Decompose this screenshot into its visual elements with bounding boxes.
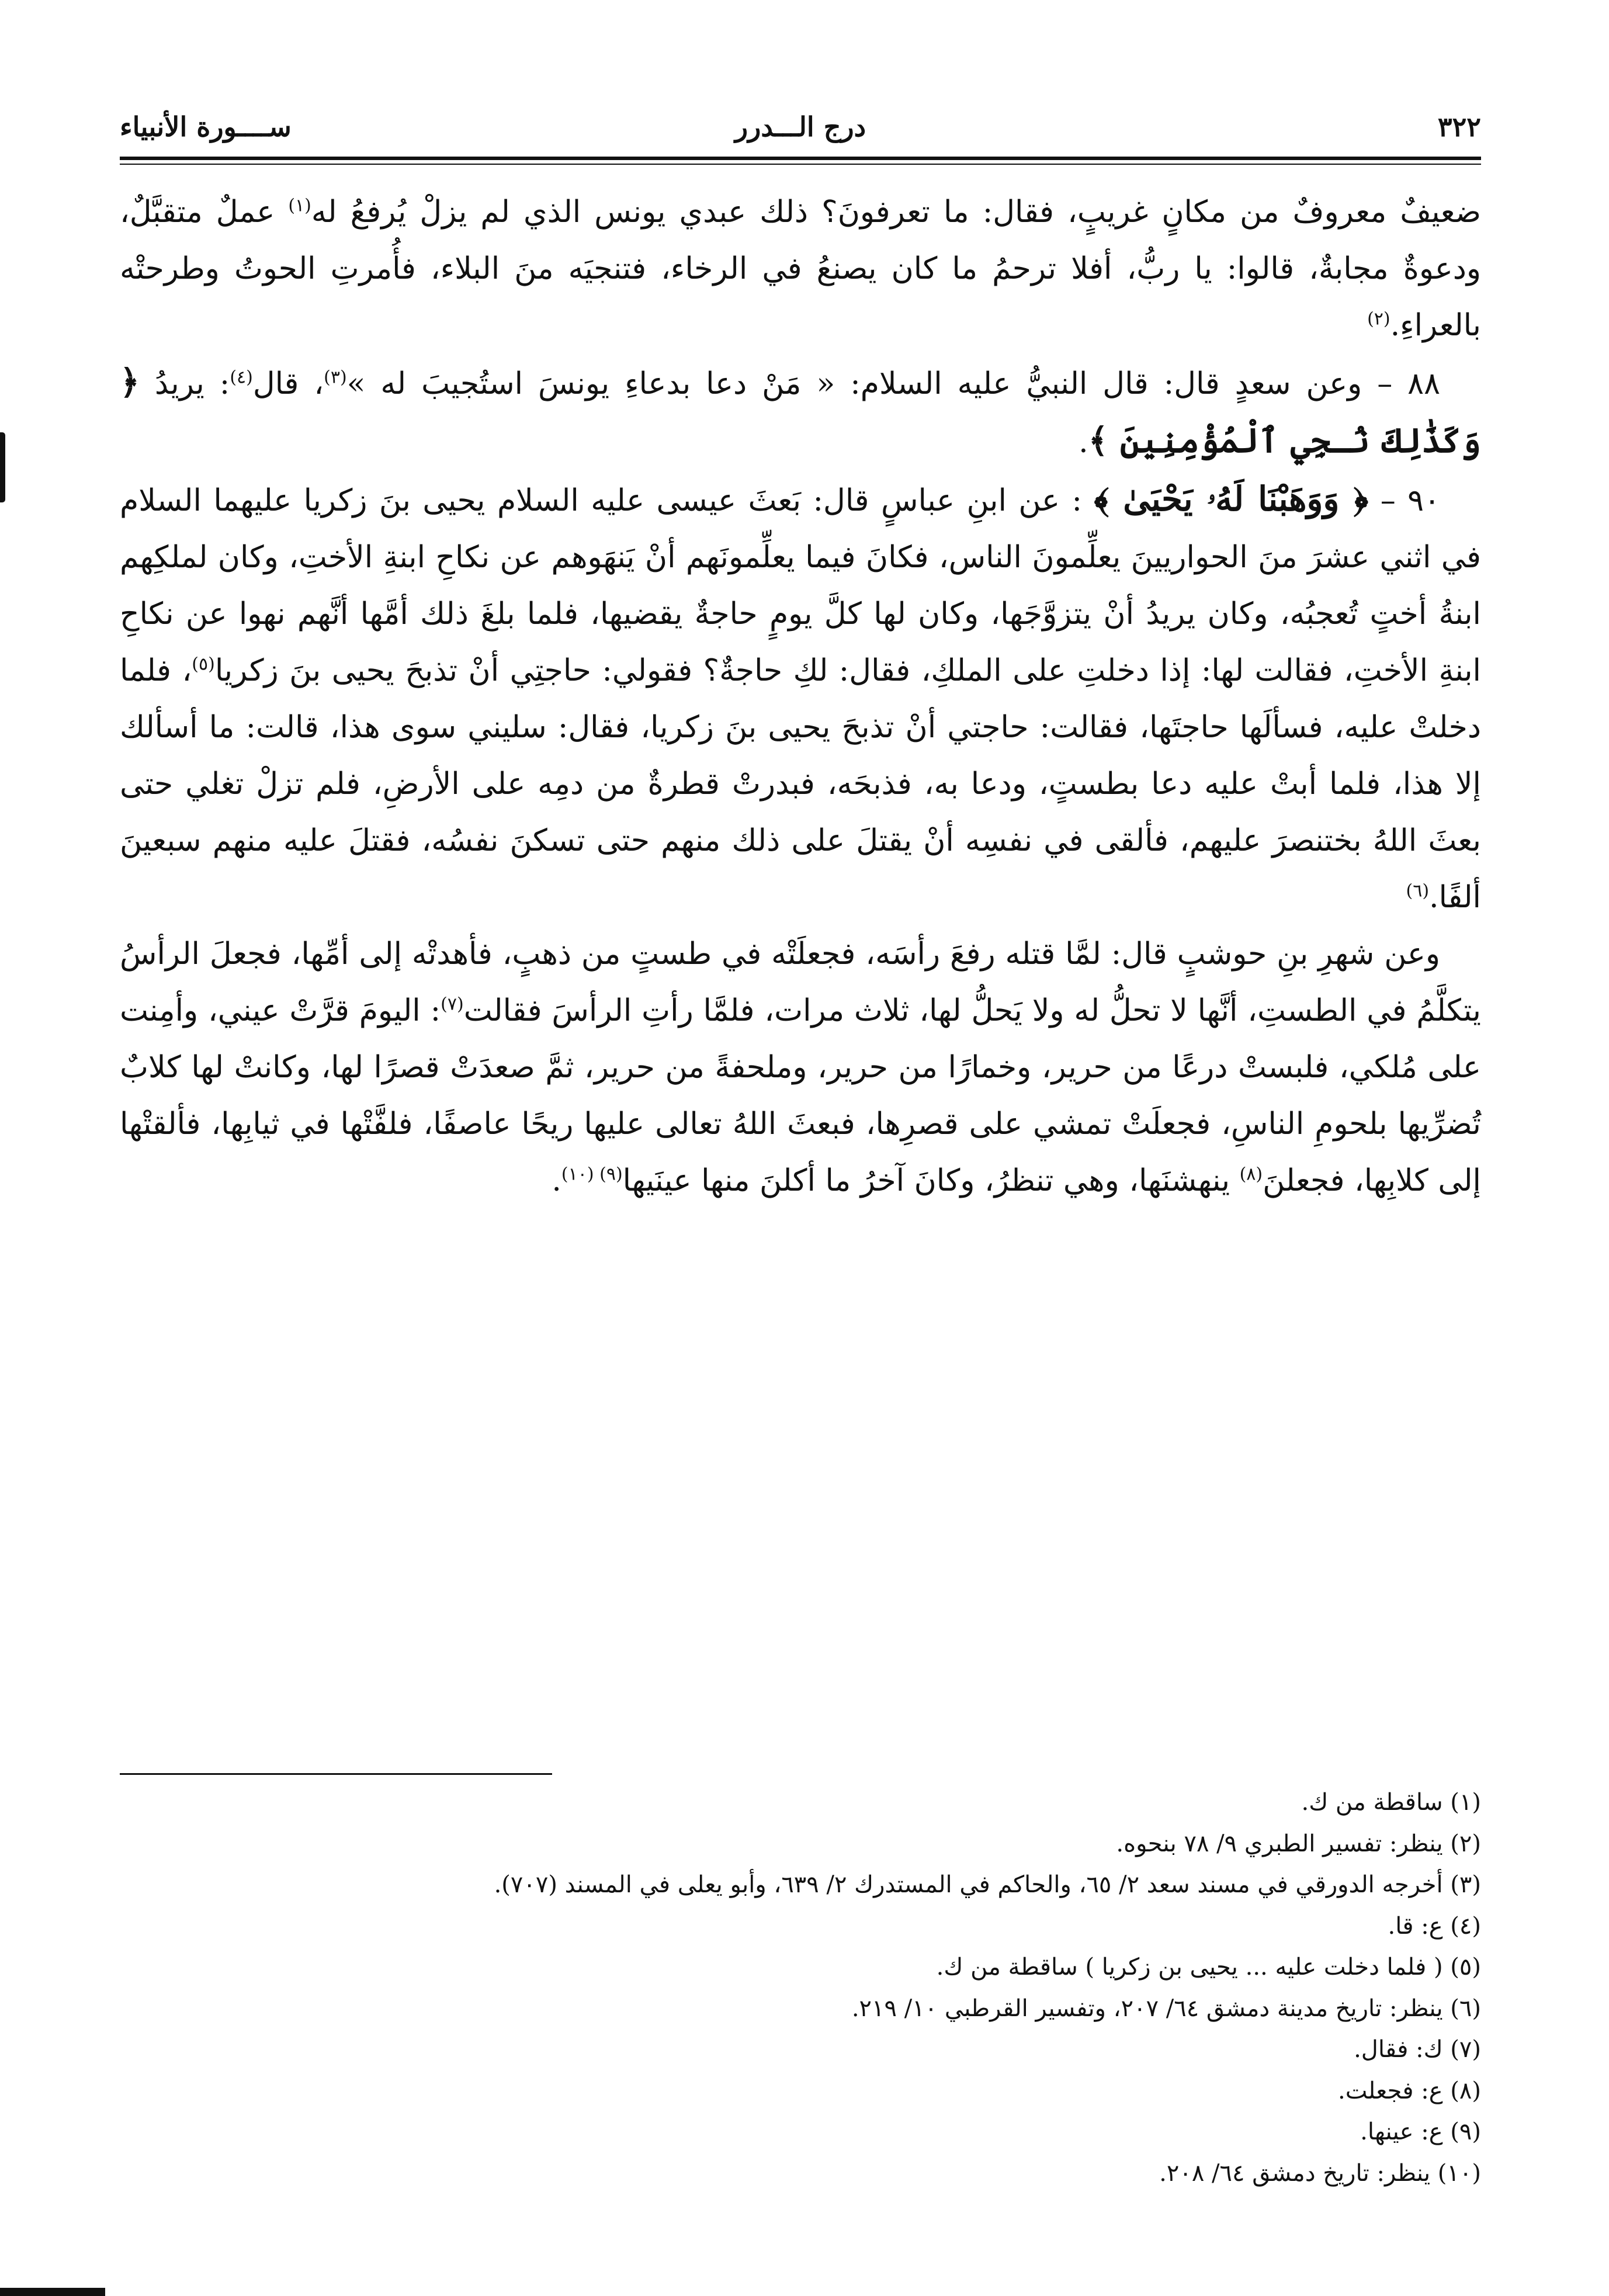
footnote-marker: (٩) (١٠) [561, 1164, 623, 1185]
header-rule-thin [120, 164, 1481, 165]
book-title: درج الـــدرر [734, 111, 866, 143]
text-run: ضعيفٌ معروفٌ من مكانٍ غريبٍ، فقال: ما تعرفونَ؟ ذلك عبدي يونس الذي لم يزلْ يُرفعُ له [311, 195, 1482, 230]
footnote-marker: (٣) [324, 367, 347, 388]
header-rule-thick [120, 157, 1481, 160]
text-run: ينهشنَها، وهي تنظرُ، وكانَ آخرُ ما أكلنَ منها عينَيها [622, 1163, 1240, 1198]
text-run: ٨٨ – وعن سعدٍ قال: قال النبيُّ عليه السلام: « مَنْ دعا بدعاءِ يونسَ استُجيبَ له » [346, 366, 1441, 401]
text-run: عملٌ متقبَّلٌ، ودعوةٌ مجابةٌ، قالوا: يا ربُّ، أفلا ترحمُ ما كان يصنعُ في الرخاء، فتنجيَه منَ البلاء، فأُمرتِ الحوتُ وطرحتْه بالعراءِ. [120, 195, 1481, 343]
text-run: وعن شهرِ بنِ حوشبٍ قال: لمَّا قتله رفعَ رأسَه، فجعلَتْه في طستٍ من ذهبٍ، فأهدتْه إلى أمِّها، فجعلَ الرأسُ يتكلَّمُ في الطستِ، أنَّها لا تحلُّ له ولا يَحلُّ لها، ثلاث مرات، فلمَّا رأتِ الرأسَ فقالت [120, 937, 1481, 1028]
scan-bottom-mark [0, 2288, 105, 2296]
footnote: (٨) ع: فجعلت. [1338, 2077, 1481, 2104]
main-text [120, 184, 1481, 1209]
footnote-marker: (٢) [1367, 308, 1390, 330]
scan-edge-mark [0, 432, 5, 502]
footnote: (٥) ( فلما دخلت عليه ... يحيى بن زكريا ) ساقطة من ك. [936, 1954, 1481, 1981]
paragraph [120, 184, 1481, 354]
footnote-marker: (٤) [230, 367, 253, 388]
quran-quote: ﴿ وَكَذَٰلِكَ نُـجِي ٱلْمُؤْمِنِينَ ﴾ [120, 362, 1481, 460]
footnote-marker: (٦) [1406, 880, 1430, 901]
paragraph [120, 354, 1481, 471]
footnote: (٦) ينظر: تاريخ مدينة دمشق ٦٤/ ٢٠٧، وتفسير القرطبي ١٠/ ٢١٩. [851, 1995, 1481, 2022]
footnote-marker: (٨) [1239, 1164, 1263, 1185]
footnotes-list [120, 1782, 1481, 2194]
text-run: . [552, 1163, 561, 1198]
footnote: (١٠) ينظر: تاريخ دمشق ٦٤/ ٢٠٨. [1159, 2159, 1481, 2187]
footnote-marker: (٥) [192, 654, 215, 675]
surah-title: ســــورة الأنبياء [120, 111, 292, 143]
text-run: ، فلما دخلتْ عليه، فسألَها حاجتَها، فقالت: حاجتي أنْ تذبحَ يحيى بنَ زكريا، فقال: سليني سوى هذا، قالت: ما أسألك إلا هذا، فلما أبتْ عليه دعا بطستٍ، ودعا به، فذبحَه، فبدرتْ قطرةٌ من دمِه على الأرضِ، فلم تزلْ تغلي حتى بعثَ اللهُ بختنصرَ عليهم، فألقى في نفسِه أنْ يقتلَ على ذلك منهم حتى تسكنَ نفسُه، فقتلَ عليه منهم سبعينَ ألفًا. [120, 653, 1481, 915]
running-header [120, 88, 1481, 158]
book-page [120, 88, 1481, 2249]
paragraph [120, 926, 1481, 1209]
footnote: (٩) ع: عينها. [1360, 2118, 1481, 2145]
footnote: (٣) أخرجه الدورقي في مسند سعد ٢/ ٦٥، والحاكم في المستدرك ٢/ ٦٣٩، وأبو يعلى في المسند (٧٠٧). [494, 1871, 1481, 1898]
text-run: ٩٠ – [1368, 483, 1441, 518]
quran-quote: ﴿ وَوَهَبْنَا لَهُۥ يَحْيَىٰ ﴾ [1094, 479, 1369, 519]
page-number: ٣٢٢ [1437, 111, 1481, 143]
footnote-marker: (٧) [441, 994, 464, 1015]
text-run: : عن ابنِ عباسٍ قال: بَعثَ عيسى عليه السلام يحيى بنَ زكريا عليهما السلام في اثني عشرَ منَ الحواريينَ يعلِّمونَ الناس، فكانَ فيما يعلِّمونَهم أنْ يَنهَوهم عن نكاحِ ابنةِ الأختِ، وكان لملكِهم ابنةُ أختٍ تُعجبُه، وكان يريدُ أنْ يتزوَّجَها، وكان لها كلَّ يومٍ حاجةٌ يقضيها، فلما بلغَ ذلك أمَّها أنَّهم نهوا عن نكاحِ ابنةِ الأختِ، فقالت لها: إذا دخلتِ على الملكِ، فقال: لكِ حاجةٌ؟ فقولي: حاجتِي أنْ تذبحَ يحيى بنَ زكريا [120, 483, 1481, 688]
footnote: (٤) ع: قا. [1388, 1912, 1481, 1940]
text-run: : اليومَ قرَّتْ عيني، وأمِنت على مُلكي، فلبستْ درعًا من حرير، وخمارًا من حرير، وملحفةً من حرير، ثمَّ صعدَتْ قصرًا لها، وكانتْ لها كلابٌ تُضرِّيها بلحومِ الناسِ، فجعلَتْ تمشي على قصرِها، فبعثَ اللهُ تعالى عليها ريحًا عاصفًا، فلفَّتْها في ثيابِها، فألقتْها إلى كلابِها، فجعلنَ [120, 993, 1481, 1198]
footnote-separator [120, 1773, 552, 1775]
footnote-marker: (١) [288, 195, 311, 216]
text-run: ، قال [252, 366, 324, 401]
footnote: (٧) ك: فقال. [1354, 2036, 1481, 2063]
text-run: : يريدُ [139, 366, 230, 401]
footnote: (٢) ينظر: تفسير الطبري ٩/ ٧٨ بنحوه. [1116, 1830, 1481, 1857]
footnote: (١) ساقطة من ك. [1301, 1789, 1481, 1816]
paragraph [120, 471, 1481, 926]
text-run: . [1079, 425, 1088, 460]
